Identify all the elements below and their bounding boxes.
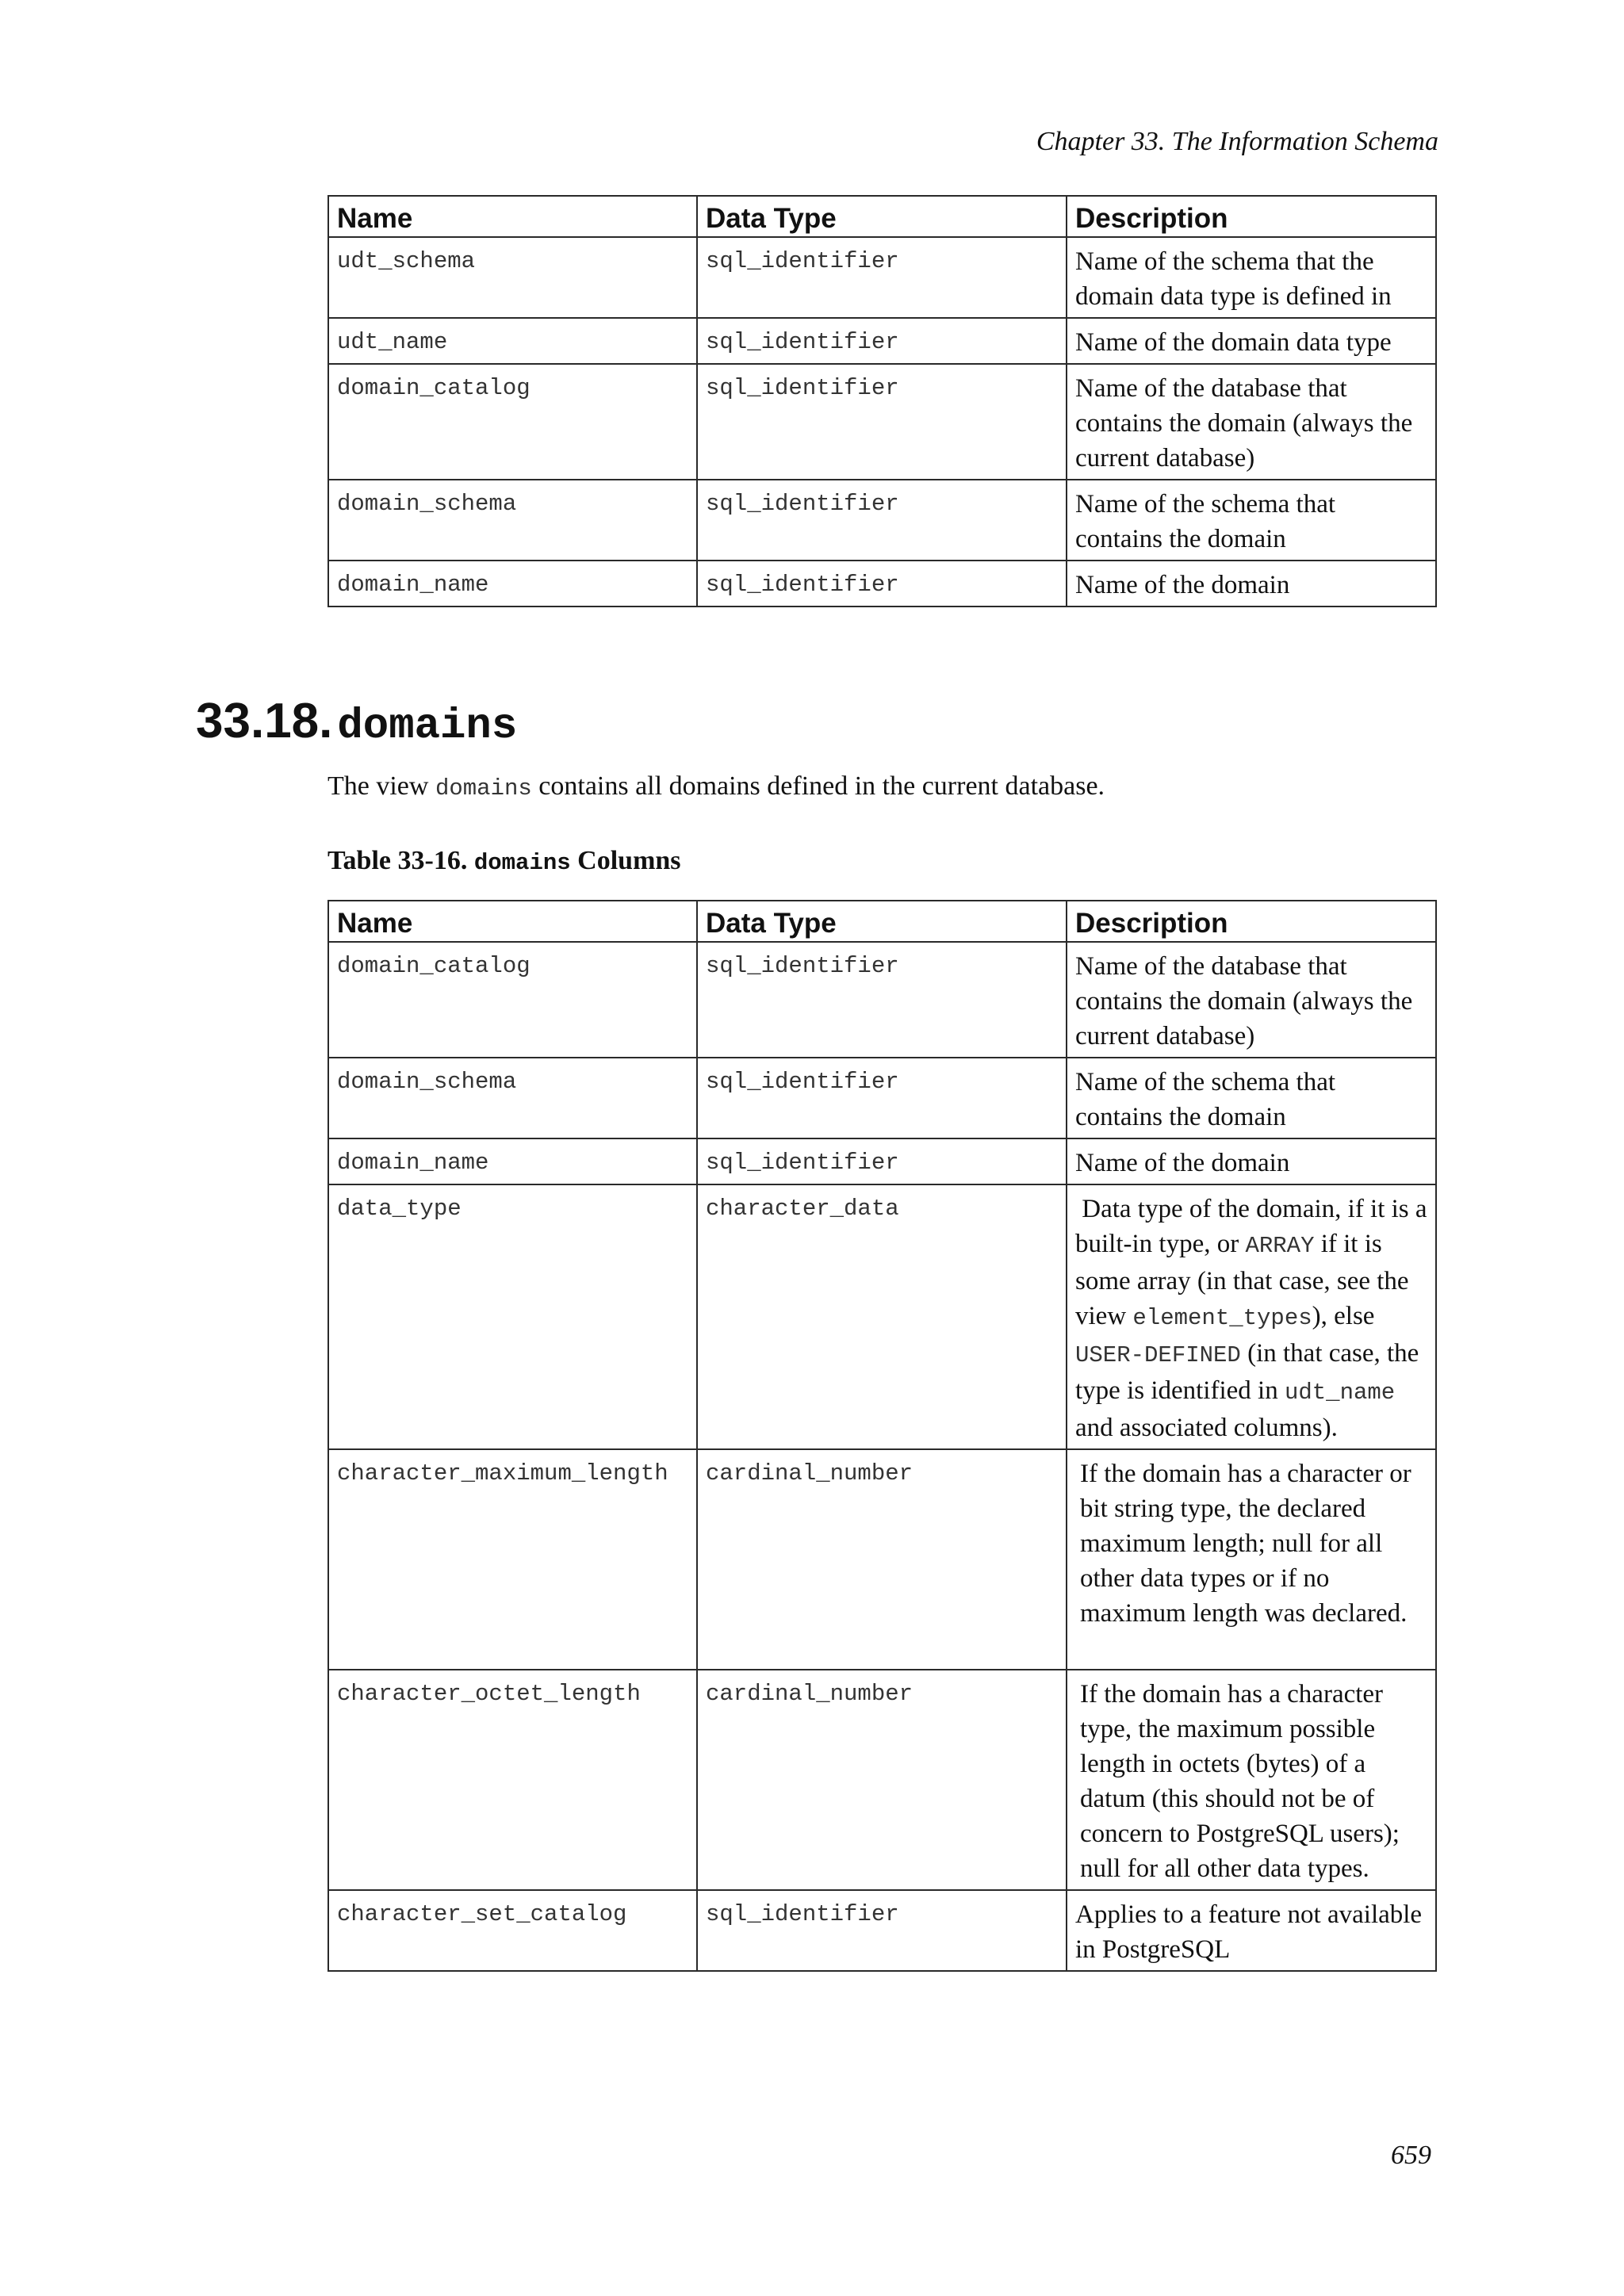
table-row xyxy=(328,237,1436,318)
cell-name: data_type xyxy=(328,1184,697,1449)
table-header-row xyxy=(328,901,1436,942)
table-row xyxy=(328,1449,1436,1670)
column-header-name: Name xyxy=(328,901,697,942)
desc-text: ), else xyxy=(1312,1302,1375,1330)
cell-data-type: sql_identifier xyxy=(697,1138,1067,1184)
table-row xyxy=(328,1890,1436,1971)
table-row xyxy=(328,1184,1436,1449)
intro-code-domains: domains xyxy=(435,775,532,802)
cell-name: udt_schema xyxy=(328,237,697,318)
cell-data-type: sql_identifier xyxy=(697,480,1067,561)
cell-description: Name of the domain data type xyxy=(1067,318,1436,364)
cell-data-type: cardinal_number xyxy=(697,1449,1067,1670)
table-row xyxy=(328,318,1436,364)
desc-code-udt-name: udt_name xyxy=(1284,1380,1396,1406)
cell-data-type: sql_identifier xyxy=(697,318,1067,364)
section-heading xyxy=(196,688,517,765)
page-number: 659 xyxy=(1391,2141,1431,2170)
cell-name: udt_name xyxy=(328,318,697,364)
cell-name: domain_schema xyxy=(328,1058,697,1138)
desc-text: and associated columns). xyxy=(1075,1414,1338,1442)
desc-code-array: ARRAY xyxy=(1245,1233,1315,1259)
table-row xyxy=(328,942,1436,1058)
domains-columns-table xyxy=(327,900,1437,1972)
cell-description: Name of the domain xyxy=(1067,1138,1436,1184)
domain-columns-table-continued xyxy=(327,195,1437,607)
cell-description: Name of the schema that contains the domain xyxy=(1067,1058,1436,1138)
table-caption xyxy=(327,844,681,881)
cell-description xyxy=(1067,1184,1436,1449)
desc-text: (in that case, the type is identified in xyxy=(1075,1339,1419,1405)
table-row xyxy=(328,1670,1436,1890)
column-header-description: Description xyxy=(1067,901,1436,942)
intro-text-after: contains all domains defined in the current database. xyxy=(538,771,1105,801)
caption-prefix: Table 33-16. xyxy=(327,846,468,875)
table-row xyxy=(328,1138,1436,1184)
cell-data-type: sql_identifier xyxy=(697,942,1067,1058)
cell-name: domain_schema xyxy=(328,480,697,561)
cell-name: character_set_catalog xyxy=(328,1890,697,1971)
cell-name: character_octet_length xyxy=(328,1670,697,1890)
cell-name: domain_name xyxy=(328,561,697,607)
cell-description: Name of the database that contains the domain (always the current database) xyxy=(1067,364,1436,480)
cell-name: domain_name xyxy=(328,1138,697,1184)
desc-code-user-defined: USER-DEFINED xyxy=(1075,1342,1241,1368)
section-intro-paragraph xyxy=(327,769,1105,806)
desc-text: Data type of the domain, if it is a built-in type, or xyxy=(1075,1195,1427,1258)
cell-data-type: sql_identifier xyxy=(697,1058,1067,1138)
cell-data-type: sql_identifier xyxy=(697,1890,1067,1971)
cell-description: Name of the schema that the domain data type is defined in xyxy=(1067,237,1436,318)
running-header: Chapter 33. The Information Schema xyxy=(1036,127,1438,156)
cell-description: Name of the database that contains the domain (always the current database) xyxy=(1067,942,1436,1058)
table-header-row xyxy=(328,196,1436,237)
section-number: 33.18. xyxy=(196,694,333,748)
column-header-data-type: Data Type xyxy=(697,196,1067,237)
desc-code-element-types: element_types xyxy=(1132,1305,1312,1331)
cell-name: domain_catalog xyxy=(328,942,697,1058)
cell-data-type: character_data xyxy=(697,1184,1067,1449)
table-row xyxy=(328,1058,1436,1138)
cell-data-type: sql_identifier xyxy=(697,364,1067,480)
cell-data-type: cardinal_number xyxy=(697,1670,1067,1890)
caption-suffix: Columns xyxy=(577,846,681,875)
cell-name: domain_catalog xyxy=(328,364,697,480)
section-name: domains xyxy=(337,702,518,751)
table-row xyxy=(328,364,1436,480)
cell-name: character_maximum_length xyxy=(328,1449,697,1670)
column-header-name: Name xyxy=(328,196,697,237)
cell-data-type: sql_identifier xyxy=(697,237,1067,318)
cell-description: Name of the domain xyxy=(1067,561,1436,607)
desc-text: if it is some array (in that case, see the view xyxy=(1075,1230,1409,1330)
cell-description: Name of the schema that contains the domain xyxy=(1067,480,1436,561)
cell-description: Applies to a feature not available in PostgreSQL xyxy=(1067,1890,1436,1971)
table-row xyxy=(328,561,1436,607)
cell-description: If the domain has a character type, the maximum possible length in octets (bytes) of a datum (this should not be of concern to PostgreSQL users); null for all other data types. xyxy=(1067,1670,1436,1890)
column-header-data-type: Data Type xyxy=(697,901,1067,942)
column-header-description: Description xyxy=(1067,196,1436,237)
table-row xyxy=(328,480,1436,561)
caption-code: domains xyxy=(473,850,571,876)
intro-text-before: The view xyxy=(327,771,429,801)
cell-description: If the domain has a character or bit string type, the declared maximum length; null for all other data types or if no maximum length was declared. xyxy=(1067,1449,1436,1670)
cell-data-type: sql_identifier xyxy=(697,561,1067,607)
